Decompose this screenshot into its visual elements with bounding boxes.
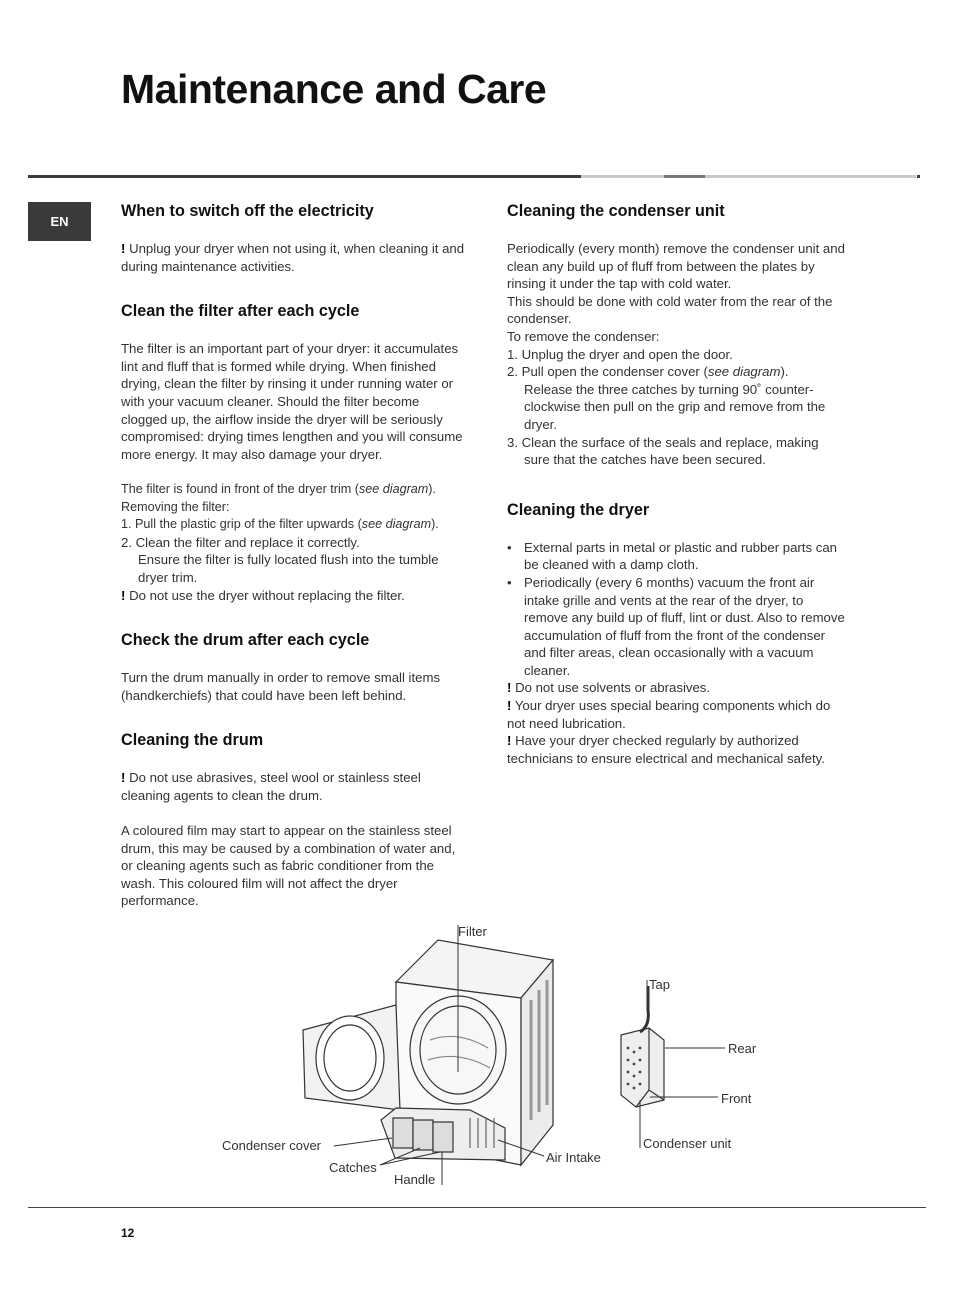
- condenser-step-3-cont: sure that the catches have been secured.: [524, 452, 766, 468]
- dryer-warning-3: ! Have your dryer checked regularly by authorized technicians to ensure electrical and mechanical safety.: [507, 733, 825, 766]
- condenser-step-1: 1. Unplug the dryer and open the door.: [507, 346, 733, 362]
- filter-step-1: 1. Pull the plastic grip of the filter upwards (see diagram).: [121, 517, 439, 532]
- warning-icon: !: [507, 698, 512, 714]
- filter-paragraph-2: The filter is found in front of the dryer trim (see diagram).: [121, 481, 436, 496]
- drum-check-paragraph: Turn the drum manually in order to remove small items (handkerchiefs) that could have been left behind.: [121, 670, 441, 703]
- label-air-intake: Air Intake: [546, 1150, 601, 1165]
- filter-warning: ! Do not use the dryer without replacing the filter.: [121, 587, 405, 603]
- warning-icon: !: [121, 770, 126, 786]
- warning-icon: !: [507, 733, 512, 749]
- label-tap: Tap: [649, 977, 670, 992]
- heading-condenser: Cleaning the condenser unit: [507, 202, 725, 220]
- heading-drum-clean: Cleaning the drum: [121, 731, 264, 750]
- condenser-step-3: 3. Clean the surface of the seals and replace, making: [507, 434, 819, 450]
- heading-filter: Clean the filter after each cycle: [121, 302, 360, 321]
- label-condenser-unit: Condenser unit: [643, 1136, 732, 1151]
- condenser-paragraph-2: This should be done with cold water from the rear of the condenser.: [507, 293, 833, 327]
- dryer-warning-2: ! Your dryer uses special bearing components which do not need lubrication.: [507, 698, 831, 731]
- footer-rule: [28, 1207, 926, 1208]
- warning-icon: !: [121, 241, 126, 256]
- language-tab: EN: [28, 202, 91, 241]
- switch-off-warning: ! Unplug your dryer when not using it, when cleaning it and during maintenance activities.: [121, 241, 465, 274]
- label-condenser-cover: Condenser cover: [222, 1138, 321, 1153]
- filter-step-2: 2. Clean the filter and replace it correctly.: [121, 534, 360, 550]
- heading-drum-check: Check the drum after each cycle: [121, 631, 370, 650]
- filter-paragraph-1: The filter is an important part of your dryer: it accumulates lint and fluff that is formed while drying. When finished drying, clean the filter by rinsing it under running water or with your vacuum cleaner. Should the filter become clogged up, the airflow inside the dryer will be seriously compromised: drying times lengthen and you will consume more energy. It may also damage your dryer.: [121, 341, 463, 462]
- list-item: • Periodically (every 6 months) vacuum the front air intake grille and vents at the rear of the dryer, to remove any build up of fluff, lint or dust. Also to remove accumulation of fluff from the front of the condenser and filter areas, clean occasionally with a vacuum cleaner.: [507, 574, 847, 680]
- label-front: Front: [721, 1091, 752, 1106]
- condenser-paragraph-3: To remove the condenser:: [507, 328, 660, 344]
- label-rear: Rear: [728, 1041, 757, 1056]
- dryer-warning-1: ! Do not use solvents or abrasives.: [507, 680, 711, 696]
- page-title: Maintenance and Care: [121, 66, 547, 112]
- label-handle: Handle: [394, 1172, 436, 1187]
- filter-removing: Removing the filter:: [121, 499, 230, 514]
- condenser-step-2: 2. Pull open the condenser cover (see diagram).: [507, 364, 789, 380]
- label-filter: Filter: [458, 924, 487, 939]
- condenser-step-2-cont: Release the three catches by turning 90˚ counter-clockwise then pull on the grip and remove from the dryer.: [524, 381, 826, 432]
- warning-icon: !: [507, 680, 512, 696]
- page-number: 12: [121, 1226, 135, 1240]
- list-item: • External parts in metal or plastic and rubber parts can be cleaned with a damp cloth.: [507, 539, 847, 574]
- condenser-paragraph-1: Periodically (every month) remove the condenser unit and clean any build up of fluff from between the plates by rinsing it under the tap with cold water.: [507, 241, 845, 292]
- drum-clean-paragraph: A coloured film may start to appear on the stainless steel drum, this may be caused by a combination of water and, or cleaning agents such as fabric conditioner from the wash. This coloured film will not affect the dryer performance.: [121, 823, 456, 909]
- label-catches: Catches: [329, 1160, 377, 1175]
- filter-step-2-cont: Ensure the filter is fully located flush into the tumble dryer trim.: [138, 552, 439, 585]
- heading-switch-off: When to switch off the electricity: [121, 202, 374, 220]
- warning-icon: !: [121, 587, 126, 603]
- drum-clean-warning: ! Do not use abrasives, steel wool or stainless steel cleaning agents to clean the drum.: [121, 770, 421, 803]
- heading-dryer: Cleaning the dryer: [507, 500, 650, 519]
